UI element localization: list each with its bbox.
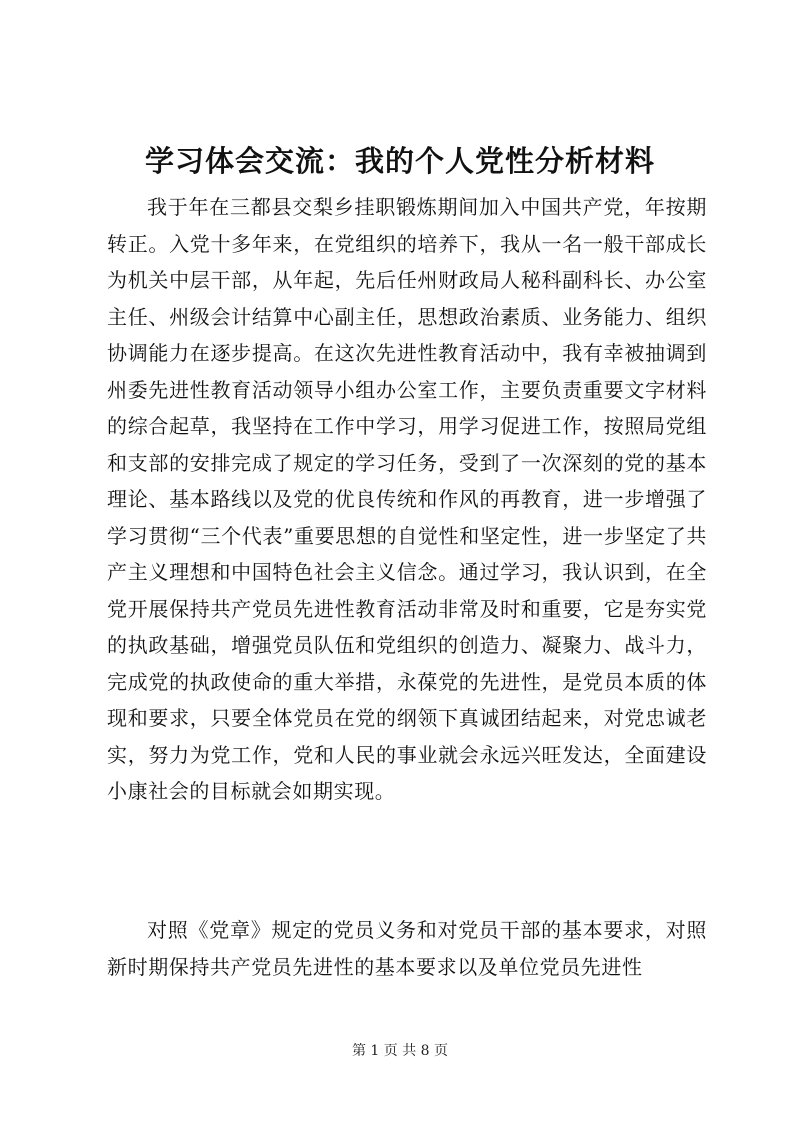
body-paragraph-2: 对照《党章》规定的党员义务和对党员干部的基本要求，对照新时期保持共产党员先进性的基本要求以及单位党员先进性 [107, 918, 707, 979]
document-title: 学习体会交流：我的个人党性分析材料 [144, 144, 655, 178]
page-number-footer: 第 1 页 共 8 页 [351, 1043, 449, 1059]
body-paragraph-1: 我于年在三都县交梨乡挂职锻炼期间加入中国共产党，年按期转正。入党十多年来，在党组织的培养下，我从一名一般干部成长为机关中层干部，从年起，先后任州财政局人秘科副科长、办公室主任、州级会计结算中心副主任，思想政治素质、业务能力、组织协调能力在逐步提高。在这次先进性教育活动中，我有幸被抽调到州委先进性教育活动领导小组办公室工作，主要负责重要文字材料的综合起草，我坚持在工作中学习，用学习促进工作，按照局党组和支部的安排完成了规定的学习任务，受到了一次深刻的党的基本理论、基本路线以及党的优良传统和作风的再教育，进一步增强了学习贯彻“三个代表”重要思想的自觉性和坚定性，进一步坚定了共产主义理想和中国特色社会主义信念。通过学习，我认识到，在全党开展保持共产党员先进性教育活动非常及时和重要，它是夯实党的执政基础，增强党员队伍和党组织的创造力、凝聚力、战斗力，完成党的执政使命的重大举措，永葆党的先进性，是党员本质的体现和要求，只要全体党员在党的纲领下真诚团结起来，对党忠诚老实，努力为党工作，党和人民的事业就会永远兴旺发达，全面建设小康社会的目标就会如期实现。 [107, 195, 707, 803]
